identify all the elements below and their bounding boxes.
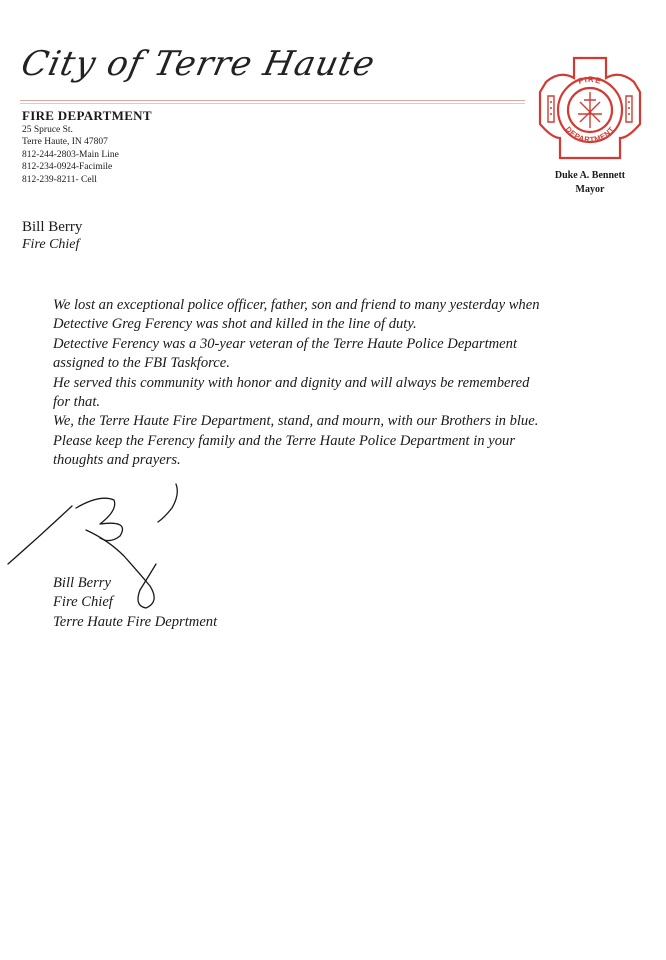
- mayor-title: Mayor: [575, 184, 605, 195]
- address-line: 25 Spruce St.: [22, 125, 73, 135]
- closing-name: Bill Berry: [53, 575, 111, 591]
- sender-block: [22, 219, 82, 253]
- letter-body: [53, 296, 643, 471]
- body-line: He served this community with honor and dignity and will always be remembered: [53, 374, 530, 391]
- address-line: 812-244-2803-Main Line: [22, 149, 119, 160]
- letterhead-city-name: City of Terre Haute: [17, 44, 379, 84]
- body-line: for that.: [53, 394, 101, 411]
- seal-top-text: FIRE: [577, 74, 603, 87]
- svg-text:FIRE: [577, 75, 603, 86]
- body-line: Detective Ferency was a 30-year veteran of the Terre Haute Police Department: [53, 335, 518, 352]
- address-line: Terre Haute, IN 47807: [22, 137, 108, 148]
- mayor-name: Duke A. Bennett: [554, 170, 626, 181]
- closing-title: Fire Chief: [53, 594, 113, 611]
- address-line: 812-239-8211- Cell: [22, 174, 97, 185]
- seal-bottom-text: DEPARTMENT: [563, 124, 617, 145]
- fire-department-seal-icon: [534, 52, 646, 164]
- letterhead-rule: [20, 100, 525, 101]
- body-line: Please keep the Ferency family and the Terre Haute Police Department in your: [53, 432, 515, 449]
- letterhead-rule-secondary: [20, 103, 525, 104]
- sender-title: Fire Chief: [22, 237, 80, 252]
- mayor-block: [540, 169, 640, 197]
- department-address: [22, 124, 119, 186]
- body-line: thoughts and prayers.: [53, 452, 181, 469]
- department-name: FIRE DEPARTMENT: [22, 108, 152, 123]
- body-line: Detective Greg Ferency was shot and killed in the line of duty.: [53, 316, 417, 333]
- body-line: We, the Terre Haute Fire Department, stand, and mourn, with our Brothers in blue.: [53, 413, 539, 430]
- closing-organization: Terre Haute Fire Deprtment: [53, 613, 218, 630]
- body-line: We lost an exceptional police officer, father, son and friend to many yesterday when: [53, 297, 540, 313]
- address-line: 812-234-0924-Facimile: [22, 162, 113, 173]
- body-line: assigned to the FBI Taskforce.: [53, 355, 230, 372]
- sender-name: Bill Berry: [22, 219, 83, 235]
- closing-block: [53, 574, 217, 632]
